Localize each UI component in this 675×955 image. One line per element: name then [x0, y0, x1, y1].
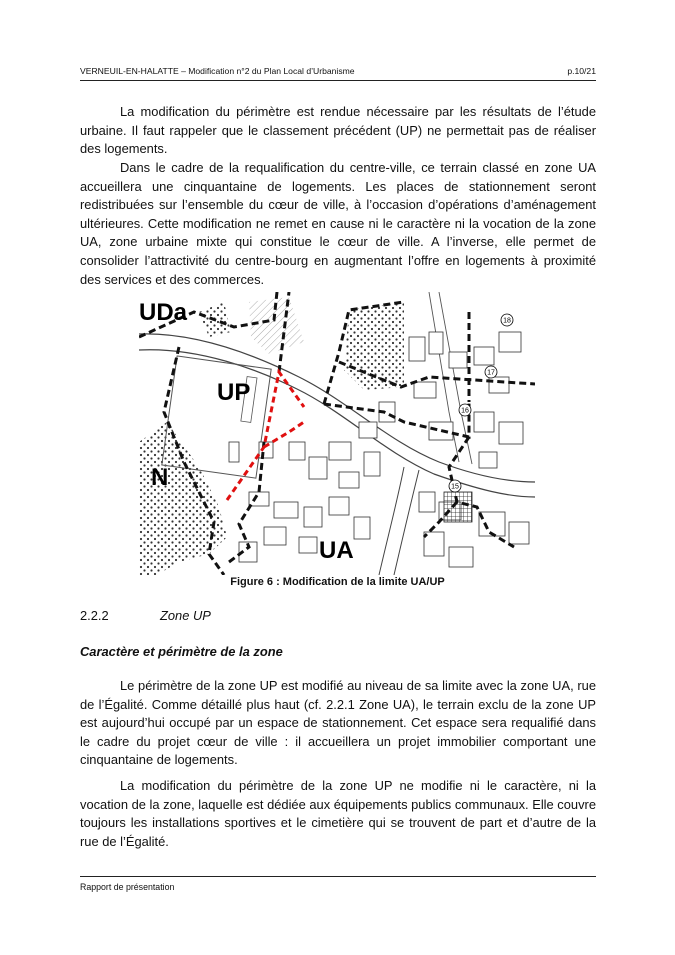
section-title: Zone UP — [160, 608, 211, 623]
section-number: 2.2.2 — [80, 608, 109, 623]
header-rule — [80, 80, 596, 81]
parcel-number-17: 17 — [487, 369, 495, 377]
footer-rule — [80, 876, 596, 877]
parcel-number-16: 16 — [461, 407, 469, 415]
paragraph-2: Dans le cadre de la requalification du centre-ville, ce terrain classé en zone UA accueillera une cinquantaine de logements. Les places de stationnement seront redistribuées sur l’ensemble du cœur de ville, à l’occasion d’opérations d’aménagement ultérieures. Cette modification ne remet en cause ni le caractère ni la vocation de la zone UA, zone urbaine mixte qui constitue le cœur de ville. A l’inverse, elle permet de consolider l’attractivité du centre-bourg en augmentant l’offre en logements à proximité des services et des commerces. — [80, 160, 596, 287]
parcel-number-18: 18 — [503, 317, 511, 325]
paragraph-4: La modification du périmètre de la zone UP ne modifie ni le caractère, ni la vocation de la zone, laquelle est dédiée aux équipements publics communaux. Elle couvre toujours les installations sportives et le cimetière qui se trouvent de part et d’autre de la rue de l’Égalité. — [80, 778, 596, 849]
parcel-number-15: 15 — [451, 483, 459, 491]
paragraph-3: Le périmètre de la zone UP est modifié au niveau de sa limite avec la zone UA, rue de l’Égalité. Comme détaillé plus haut (cf. 2.2.1 Zone UA), le terrain exclu de la zone UP est aujourd’hui occupé par un espace de stationnement. Cet espace sera requalifié dans le cadre du projet cœur de ville : il accueillera un projet immobilier comportant une cinquantaine de logements. — [80, 678, 596, 768]
paragraph-1: La modification du périmètre est rendue nécessaire par les résultats de l’étude urbaine. Il faut rappeler que le classement précédent (UP) ne permettait pas de réaliser des logements. — [80, 104, 596, 157]
footer-text: Rapport de présentation — [80, 882, 175, 892]
zone-label-up: UP — [217, 379, 251, 406]
zoning-map — [139, 292, 535, 575]
zone-label-n: N — [151, 464, 169, 491]
hatched-parcel — [444, 492, 472, 522]
page-header — [80, 66, 596, 80]
header-title: VERNEUIL-EN-HALATTE – Modification n°2 du Plan Local d’Urbanisme — [80, 66, 355, 76]
zone-label-uda: UDa — [139, 299, 188, 326]
figure-caption: Figure 6 : Modification de la limite UA/UP — [230, 576, 445, 588]
subheading: Caractère et périmètre de la zone — [80, 644, 283, 659]
zone-label-ua: UA — [319, 537, 354, 564]
page-number: p.10/21 — [567, 66, 596, 76]
